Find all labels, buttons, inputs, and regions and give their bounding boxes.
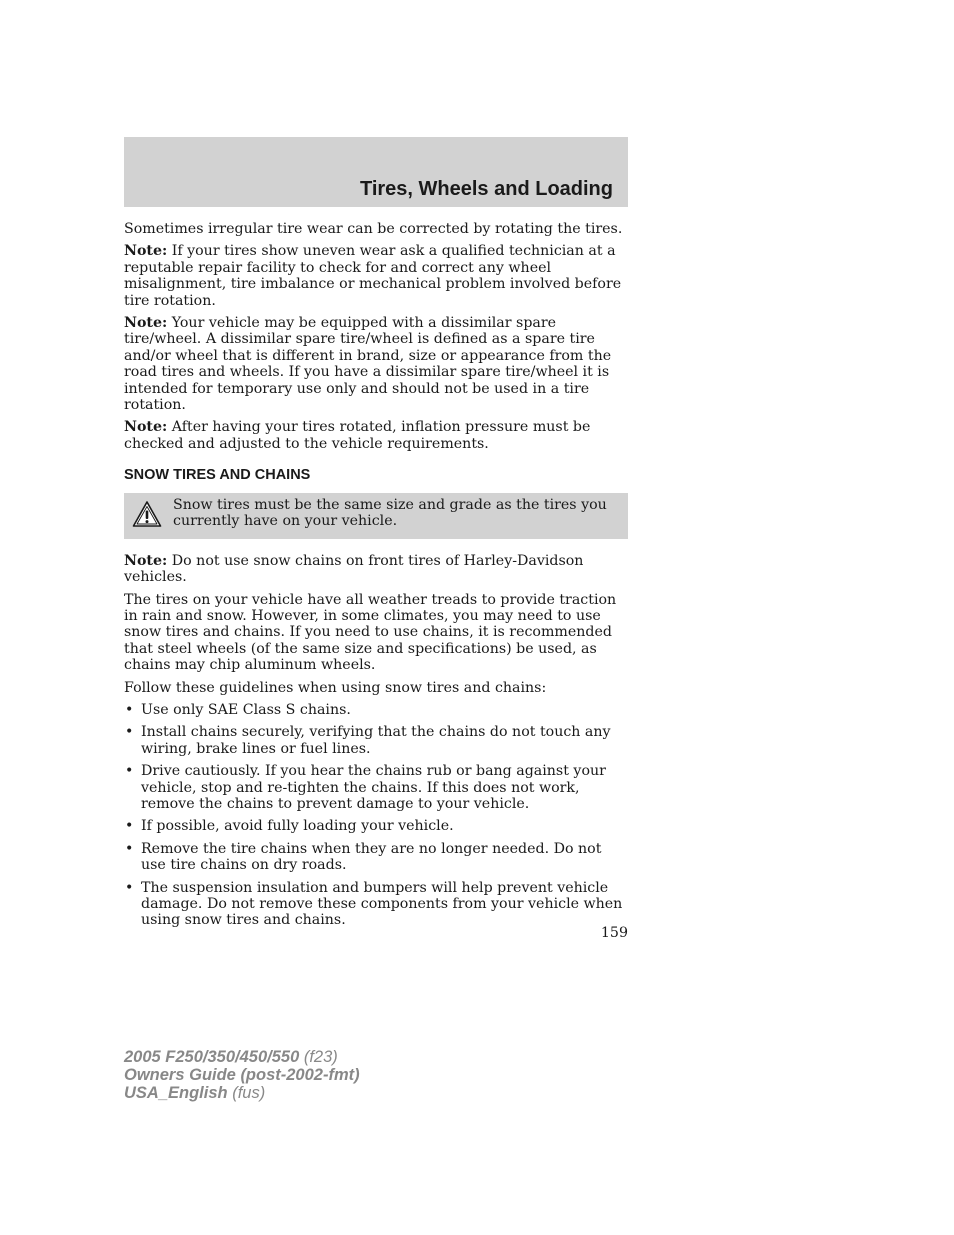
list-item (124, 818, 628, 834)
footer-language-line (124, 1084, 360, 1102)
page-number: 159 (600, 925, 628, 941)
note-dissimilar-spare (124, 315, 628, 413)
list-item-text: The suspension insulation and bumpers will help prevent vehicle damage. Do not remove these components from your vehicle when using snow tires and chains. (141, 879, 623, 929)
list-item (124, 841, 628, 874)
list-item (124, 702, 628, 718)
chapter-header-band (124, 137, 628, 207)
bullet-mark: • (125, 818, 134, 835)
footer-language: USA_English (124, 1084, 228, 1102)
document-footer (124, 1048, 360, 1102)
warning-triangle-icon (132, 500, 162, 528)
bullet-mark: • (125, 724, 134, 741)
bullet-mark: • (125, 840, 134, 857)
note-uneven-wear (124, 243, 628, 309)
page-content (124, 221, 628, 935)
bullet-mark: • (125, 763, 134, 780)
bullet-mark: • (125, 701, 134, 718)
note-text: After having your tires rotated, inflation pressure must be checked and adjusted to the vehicle requirements. (124, 419, 591, 452)
note-inflation-pressure (124, 419, 628, 452)
list-item-text: Remove the tire chains when they are no longer needed. Do not use tire chains on dry roads. (141, 840, 602, 874)
list-item (124, 880, 628, 929)
footer-guide: Owners Guide (post-2002-fmt) (124, 1066, 360, 1084)
note-text: Your vehicle may be equipped with a dissimilar spare tire/wheel. A dissimilar spare tire/wheel is defined as a spare tire and/or wheel that is different in brand, size or appearance from the road tires and wheels. If you have a dissimilar spare tire/wheel it is intended for temporary use only and should not be used in a tire rotation. (124, 315, 612, 414)
list-item (124, 763, 628, 812)
guidelines-intro: Follow these guidelines when using snow tires and chains: (124, 679, 547, 696)
list-item-text: Use only SAE Class S chains. (141, 701, 351, 718)
list-item (124, 724, 628, 757)
intro-paragraph: Sometimes irregular tire wear can be corrected by rotating the tires. (124, 221, 623, 237)
section-heading: SNOW TIRES AND CHAINS (124, 467, 311, 484)
footer-language-code: (fus) (227, 1084, 266, 1102)
note-label: Note: (124, 419, 168, 436)
note-label: Note: (124, 243, 168, 260)
chapter-title: Tires, Wheels and Loading (359, 178, 613, 200)
warning-text: Snow tires must be the same size and grade as the tires you currently have on your vehicle. (173, 496, 607, 530)
note-text: Do not use snow chains on front tires of Harley-Davidson vehicles. (124, 552, 584, 586)
footer-model-line (124, 1048, 360, 1066)
list-item-text: If possible, avoid fully loading your vehicle. (141, 818, 454, 835)
traction-paragraph: The tires on your vehicle have all weather treads to provide traction in rain and snow. However, in some climates, you may need to use snow tires and chains. If you need to use chains, it is recommended that steel wheels (of the same size and specifications) be used, as chains may chip aluminum wheels. (124, 591, 617, 674)
footer-model-code: (f23) (299, 1048, 338, 1066)
note-label: Note: (124, 315, 168, 332)
list-item-text: Install chains securely, verifying that the chains do not touch any wiring, brake lines or fuel lines. (141, 724, 611, 757)
note-harley-davidson (124, 553, 628, 586)
note-label: Note: (124, 552, 168, 569)
list-item-text: Drive cautiously. If you hear the chains rub or bang against your vehicle, stop and re-tighten the chains. If this does not work, remove the chains to prevent damage to your vehicle. (141, 763, 606, 812)
bullet-mark: • (125, 879, 134, 896)
footer-model: 2005 F250/350/450/550 (124, 1048, 300, 1066)
footer-guide-line (124, 1066, 360, 1084)
guidelines-list (124, 702, 628, 929)
warning-box (124, 493, 628, 539)
note-text: If your tires show uneven wear ask a qualified technician at a reputable repair facility to check for and correct any wheel misalignment, tire imbalance or mechanical problem involved before tire rotation. (124, 243, 622, 309)
